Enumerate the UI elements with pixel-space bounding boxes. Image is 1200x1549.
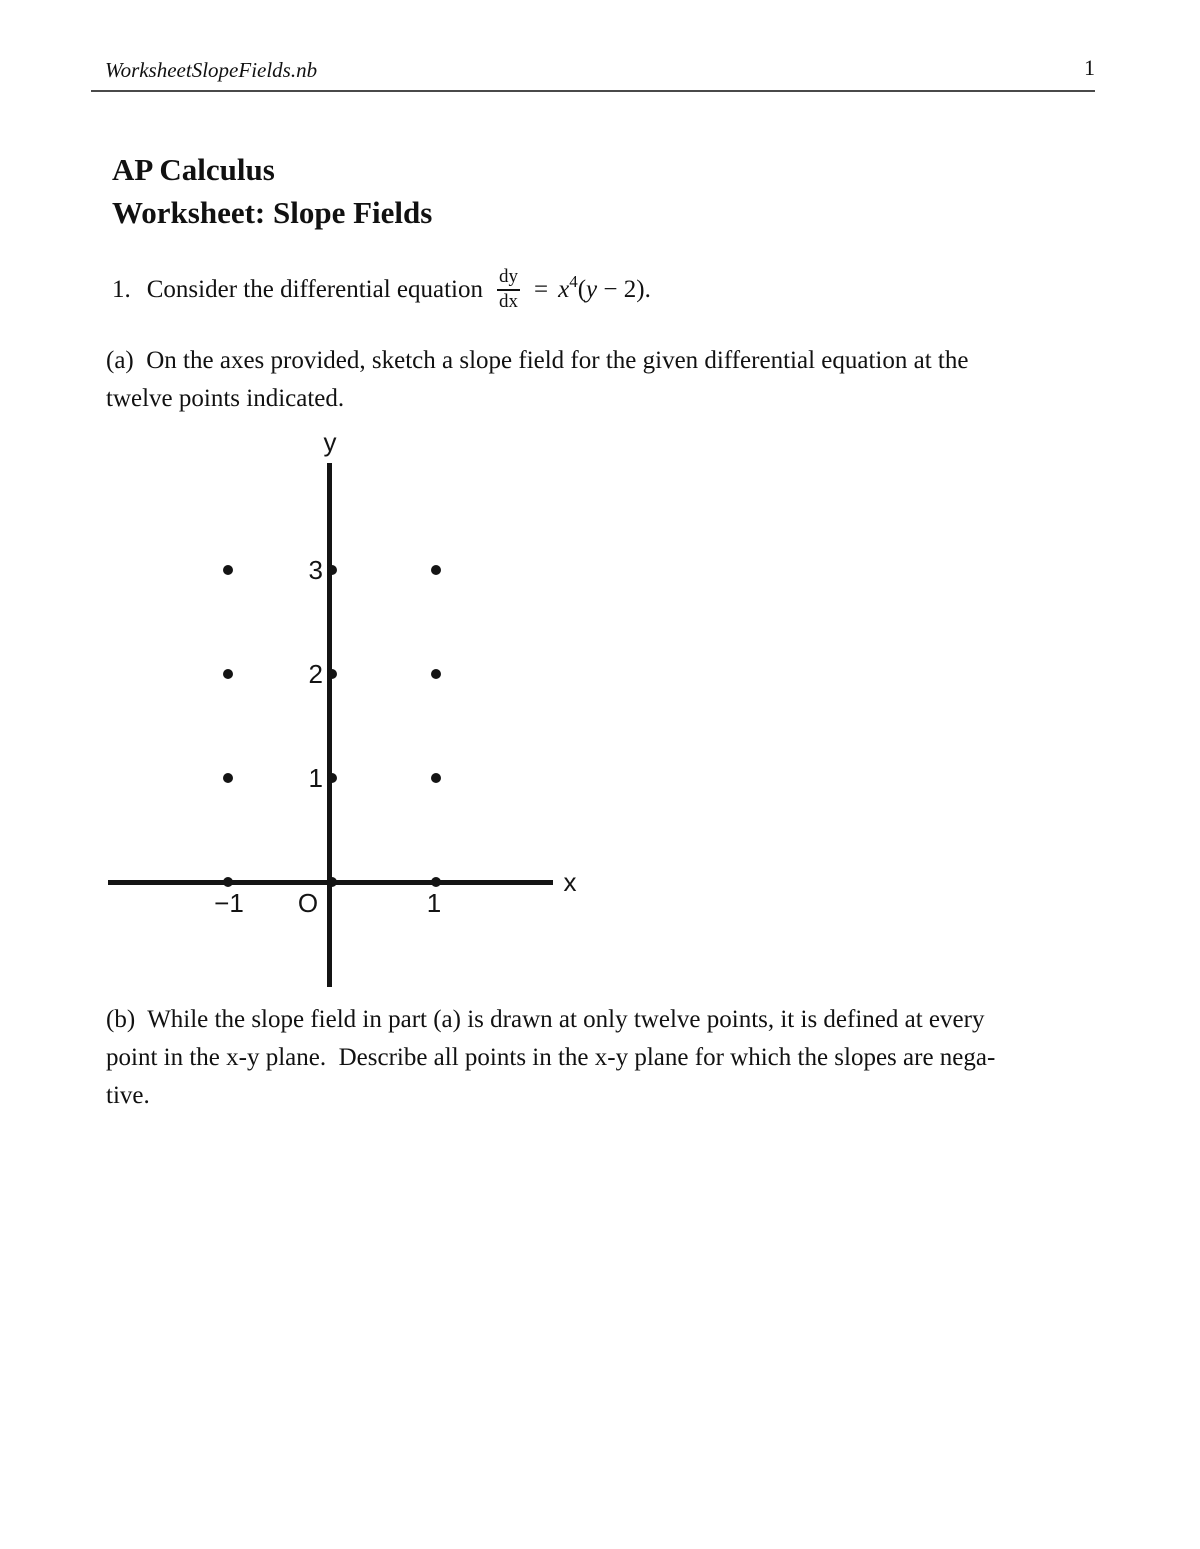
fraction-numerator: dy [497,267,520,291]
part-b-line-2: point in the x-y plane. Describe all points in the x-y plane for which the slopes are nega- [106,1044,996,1071]
part-a-line-2: twelve points indicated. [106,385,345,412]
problem-text: Consider the differential equation [146,276,483,303]
part-b-line-3: tive. [106,1082,150,1109]
grid-point-dot [327,877,337,887]
equals-sign: = [534,276,549,303]
exponent-4: 4 [569,272,578,291]
part-a-line-1: (a) On the axes provided, sketch a slope field for the given differential equation at the [106,347,969,374]
part-a-paragraph [106,342,968,418]
x-tick-label: 1 [426,888,442,918]
open-paren: ( [577,276,587,303]
equation-tail: − 2). [597,276,651,303]
document-filename: WorksheetSlopeFields.nb [105,58,318,82]
title-line-1: AP Calculus [112,152,275,187]
dy-dx-fraction [497,267,520,312]
grid-point-dot [327,669,337,679]
x-axis-label: x [563,867,577,897]
variable-y: y [586,276,598,303]
y-tick-label: 1 [308,763,323,793]
y-tick-label: 2 [308,659,323,689]
problem-1-statement [112,259,651,321]
x-axis-line [108,880,553,885]
y-tick-label: 3 [308,555,323,585]
variable-x: x [558,276,570,303]
grid-point-dot [327,773,337,783]
problem-number: 1. [112,276,131,303]
part-b-line-1: (b) While the slope field in part (a) is drawn at only twelve points, it is defined at every [106,1006,985,1033]
grid-point-dot [431,565,441,575]
header-rule [91,90,1095,92]
part-b-paragraph [106,1001,995,1115]
equation-right-side [558,272,651,304]
grid-point-dot [223,565,233,575]
grid-point-dot [431,773,441,783]
grid-point-dot [327,565,337,575]
grid-point-dot [223,669,233,679]
fraction-denominator: dx [499,291,518,312]
grid-point-dot [223,773,233,783]
title-line-2: Worksheet: Slope Fields [112,195,433,230]
grid-point-dot [431,669,441,679]
grid-point-dot [431,877,441,887]
page-number: 1 [1084,55,1095,80]
page-title [112,148,432,234]
x-tick-label: −1 [214,888,244,918]
grid-point-dot [223,877,233,887]
x-tick-label: O [297,888,319,918]
y-axis-label: y [323,427,337,457]
y-axis-line [327,463,332,987]
